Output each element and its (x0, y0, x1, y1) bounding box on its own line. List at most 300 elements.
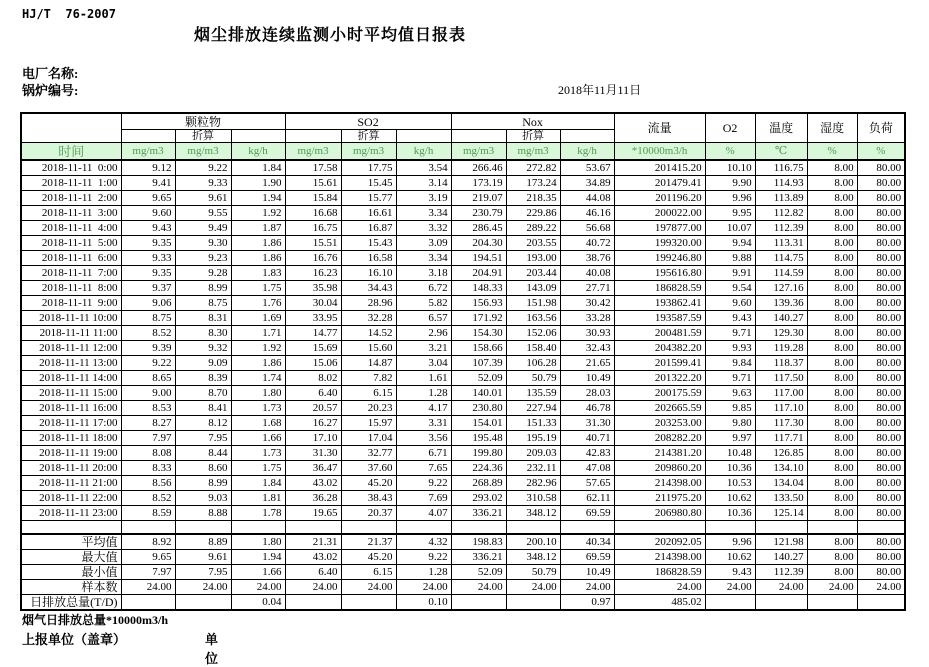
value-cell: 80.00 (857, 431, 905, 446)
value-cell: 80.00 (857, 176, 905, 191)
summary-row (21, 595, 905, 611)
value-cell: 80.00 (857, 461, 905, 476)
value-cell: 200022.00 (614, 206, 705, 221)
value-cell: 33.95 (285, 311, 341, 326)
summary-row (21, 534, 905, 550)
value-cell: 80.00 (857, 311, 905, 326)
value-cell: 156.93 (451, 296, 506, 311)
value-cell: 10.62 (705, 491, 755, 506)
value-cell: 10.49 (560, 565, 614, 580)
unit-cell: *10000m3/h (614, 143, 705, 161)
value-cell: 266.46 (451, 160, 506, 176)
value-cell (705, 595, 755, 611)
spacer-cell (285, 521, 341, 535)
value-cell: 62.11 (560, 491, 614, 506)
value-cell: 69.59 (560, 506, 614, 521)
value-cell: 336.21 (451, 506, 506, 521)
value-cell: 9.37 (121, 281, 175, 296)
value-cell: 8.00 (807, 446, 857, 461)
value-cell: 80.00 (857, 251, 905, 266)
value-cell: 9.00 (121, 386, 175, 401)
spacer-row (21, 521, 905, 535)
value-cell: 14.52 (341, 326, 396, 341)
value-cell: 8.52 (121, 491, 175, 506)
value-cell: 151.98 (506, 296, 560, 311)
value-cell: 2.96 (396, 326, 451, 341)
value-cell: 135.59 (506, 386, 560, 401)
value-cell: 15.43 (341, 236, 396, 251)
value-cell: 143.09 (506, 281, 560, 296)
value-cell: 186828.59 (614, 565, 705, 580)
value-cell: 6.57 (396, 311, 451, 326)
value-cell: 33.28 (560, 311, 614, 326)
value-cell: 14.87 (341, 356, 396, 371)
value-cell: 1.71 (231, 326, 285, 341)
value-cell (451, 595, 506, 611)
value-cell: 10.53 (705, 476, 755, 491)
value-cell: 9.94 (705, 236, 755, 251)
value-cell: 28.03 (560, 386, 614, 401)
value-cell: 16.58 (341, 251, 396, 266)
value-cell: 10.62 (705, 550, 755, 565)
value-cell: 200481.59 (614, 326, 705, 341)
value-cell: 9.96 (705, 191, 755, 206)
value-cell: 16.68 (285, 206, 341, 221)
table-row (21, 446, 905, 461)
value-cell: 1.80 (231, 386, 285, 401)
value-cell: 44.08 (560, 191, 614, 206)
unit-cell: mg/m3 (121, 143, 175, 161)
spacer-cell (231, 521, 285, 535)
hourly-rows (21, 160, 905, 521)
value-cell: 32.28 (341, 311, 396, 326)
value-cell: 24.00 (614, 580, 705, 595)
unit-cell: mg/m3 (285, 143, 341, 161)
value-cell: 173.19 (451, 176, 506, 191)
value-cell: 9.54 (705, 281, 755, 296)
time-cell: 2018-11-11 21:00 (21, 476, 121, 491)
value-cell: 8.02 (285, 371, 341, 386)
value-cell: 8.00 (807, 386, 857, 401)
value-cell: 3.19 (396, 191, 451, 206)
value-cell: 9.12 (121, 160, 175, 176)
value-cell: 9.03 (175, 491, 231, 506)
value-cell: 117.50 (755, 371, 807, 386)
table-row (21, 416, 905, 431)
value-cell: 310.58 (506, 491, 560, 506)
table-row (21, 311, 905, 326)
value-cell: 5.82 (396, 296, 451, 311)
value-cell: 227.94 (506, 401, 560, 416)
value-cell: 8.53 (121, 401, 175, 416)
unit-cell: kg/h (560, 143, 614, 161)
value-cell: 42.83 (560, 446, 614, 461)
table-row (21, 206, 905, 221)
value-cell: 8.00 (807, 461, 857, 476)
value-cell: 16.61 (341, 206, 396, 221)
spacer-cell (857, 521, 905, 535)
value-cell: 17.04 (341, 431, 396, 446)
value-cell: 114.75 (755, 251, 807, 266)
subheader-blank (121, 130, 175, 143)
value-cell: 203253.00 (614, 416, 705, 431)
subheader-blank (560, 130, 614, 143)
value-cell: 15.51 (285, 236, 341, 251)
value-cell: 80.00 (857, 221, 905, 236)
summary-label: 最大值 (21, 550, 121, 565)
value-cell: 202092.05 (614, 534, 705, 550)
time-cell: 2018-11-11 23:00 (21, 506, 121, 521)
value-cell: 126.85 (755, 446, 807, 461)
value-cell: 3.18 (396, 266, 451, 281)
value-cell: 1.81 (231, 491, 285, 506)
value-cell: 21.37 (341, 534, 396, 550)
value-cell: 80.00 (857, 281, 905, 296)
value-cell: 9.35 (121, 266, 175, 281)
value-cell: 158.66 (451, 341, 506, 356)
unit-cell: mg/m3 (341, 143, 396, 161)
value-cell: 24.00 (857, 580, 905, 595)
value-cell (857, 595, 905, 611)
group-o2: O2 (705, 113, 755, 143)
value-cell: 0.04 (231, 595, 285, 611)
value-cell: 8.00 (807, 266, 857, 281)
value-cell: 121.98 (755, 534, 807, 550)
value-cell: 30.04 (285, 296, 341, 311)
value-cell: 8.00 (807, 236, 857, 251)
value-cell: 9.22 (121, 356, 175, 371)
value-cell: 24.00 (175, 580, 231, 595)
value-cell: 8.00 (807, 416, 857, 431)
value-cell: 9.28 (175, 266, 231, 281)
value-cell: 9.71 (705, 371, 755, 386)
value-cell: 1.28 (396, 565, 451, 580)
value-cell: 1.68 (231, 416, 285, 431)
table-row (21, 176, 905, 191)
value-cell: 7.82 (341, 371, 396, 386)
spacer-cell (175, 521, 231, 535)
table-row (21, 371, 905, 386)
value-cell: 35.98 (285, 281, 341, 296)
value-cell: 45.20 (341, 550, 396, 565)
value-cell: 16.27 (285, 416, 341, 431)
value-cell: 4.32 (396, 534, 451, 550)
value-cell: 1.75 (231, 461, 285, 476)
value-cell: 8.00 (807, 326, 857, 341)
value-cell: 40.08 (560, 266, 614, 281)
value-cell: 9.33 (175, 176, 231, 191)
table-row (21, 506, 905, 521)
spacer-cell (341, 521, 396, 535)
value-cell: 36.28 (285, 491, 341, 506)
summary-label: 平均值 (21, 534, 121, 550)
value-cell: 114.59 (755, 266, 807, 281)
time-cell: 2018-11-11 6:00 (21, 251, 121, 266)
value-cell: 1.76 (231, 296, 285, 311)
value-cell: 9.09 (175, 356, 231, 371)
value-cell: 1.84 (231, 160, 285, 176)
value-cell: 9.33 (121, 251, 175, 266)
subheader-blank (285, 130, 341, 143)
value-cell: 16.87 (341, 221, 396, 236)
value-cell: 15.61 (285, 176, 341, 191)
value-cell: 118.37 (755, 356, 807, 371)
value-cell: 289.22 (506, 221, 560, 236)
value-cell: 129.30 (755, 326, 807, 341)
value-cell: 3.54 (396, 160, 451, 176)
value-cell: 1.66 (231, 431, 285, 446)
value-cell: 37.60 (341, 461, 396, 476)
summary-row (21, 550, 905, 565)
value-cell: 158.40 (506, 341, 560, 356)
summary-label: 样本数 (21, 580, 121, 595)
value-cell: 193.00 (506, 251, 560, 266)
value-cell: 9.22 (396, 550, 451, 565)
emissions-table (20, 112, 906, 611)
corner-cell (21, 113, 121, 143)
spacer-cell (705, 521, 755, 535)
value-cell: 20.37 (341, 506, 396, 521)
table-row (21, 386, 905, 401)
value-cell: 9.32 (175, 341, 231, 356)
value-cell: 52.09 (451, 565, 506, 580)
spacer-cell (614, 521, 705, 535)
time-cell: 2018-11-11 7:00 (21, 266, 121, 281)
unit-cell: % (857, 143, 905, 161)
value-cell: 201196.20 (614, 191, 705, 206)
value-cell: 1.78 (231, 506, 285, 521)
value-cell: 3.21 (396, 341, 451, 356)
value-cell: 24.00 (560, 580, 614, 595)
value-cell: 113.31 (755, 236, 807, 251)
units-row (21, 143, 905, 161)
time-cell: 2018-11-11 2:00 (21, 191, 121, 206)
value-cell: 7.95 (175, 431, 231, 446)
subheader-blank (231, 130, 285, 143)
value-cell: 485.02 (614, 595, 705, 611)
table-row (21, 341, 905, 356)
value-cell: 195616.80 (614, 266, 705, 281)
value-cell: 199.80 (451, 446, 506, 461)
value-cell: 38.43 (341, 491, 396, 506)
value-cell: 140.01 (451, 386, 506, 401)
value-cell: 3.09 (396, 236, 451, 251)
value-cell: 6.15 (341, 565, 396, 580)
value-cell: 80.00 (857, 416, 905, 431)
value-cell: 8.00 (807, 296, 857, 311)
group-nox: Nox (451, 113, 614, 130)
value-cell: 9.22 (396, 476, 451, 491)
value-cell: 69.59 (560, 550, 614, 565)
value-cell: 8.99 (175, 476, 231, 491)
value-cell: 201479.41 (614, 176, 705, 191)
value-cell: 1.73 (231, 401, 285, 416)
value-cell: 24.00 (506, 580, 560, 595)
value-cell: 30.42 (560, 296, 614, 311)
value-cell: 6.15 (341, 386, 396, 401)
value-cell: 211975.20 (614, 491, 705, 506)
spacer-cell (560, 521, 614, 535)
value-cell: 80.00 (857, 266, 905, 281)
value-cell: 8.00 (807, 371, 857, 386)
time-cell: 2018-11-11 11:00 (21, 326, 121, 341)
value-cell: 139.36 (755, 296, 807, 311)
value-cell: 230.79 (451, 206, 506, 221)
value-cell: 10.36 (705, 506, 755, 521)
value-cell: 17.10 (285, 431, 341, 446)
time-cell: 2018-11-11 13:00 (21, 356, 121, 371)
unit-cell: kg/h (396, 143, 451, 161)
time-cell: 2018-11-11 17:00 (21, 416, 121, 431)
value-cell: 9.43 (121, 221, 175, 236)
value-cell: 9.91 (705, 266, 755, 281)
value-cell: 8.41 (175, 401, 231, 416)
value-cell: 57.65 (560, 476, 614, 491)
value-cell: 8.08 (121, 446, 175, 461)
value-cell: 1.80 (231, 534, 285, 550)
time-cell: 2018-11-11 4:00 (21, 221, 121, 236)
value-cell: 8.44 (175, 446, 231, 461)
value-cell: 9.06 (121, 296, 175, 311)
time-cell: 2018-11-11 0:00 (21, 160, 121, 176)
value-cell: 8.00 (807, 401, 857, 416)
value-cell: 30.93 (560, 326, 614, 341)
value-cell: 19.65 (285, 506, 341, 521)
value-cell: 117.30 (755, 416, 807, 431)
value-cell: 15.84 (285, 191, 341, 206)
value-cell: 21.31 (285, 534, 341, 550)
value-cell: 9.43 (705, 565, 755, 580)
value-cell: 47.08 (560, 461, 614, 476)
unit-cell: mg/m3 (175, 143, 231, 161)
value-cell: 21.65 (560, 356, 614, 371)
value-cell: 1.75 (231, 281, 285, 296)
value-cell: 200.10 (506, 534, 560, 550)
value-cell: 53.67 (560, 160, 614, 176)
unit-cell: ℃ (755, 143, 807, 161)
table-row (21, 221, 905, 236)
value-cell: 1.61 (396, 371, 451, 386)
value-cell: 9.63 (705, 386, 755, 401)
value-cell: 113.89 (755, 191, 807, 206)
table-row (21, 476, 905, 491)
value-cell: 209860.20 (614, 461, 705, 476)
value-cell: 46.16 (560, 206, 614, 221)
value-cell: 194.51 (451, 251, 506, 266)
value-cell: 24.00 (231, 580, 285, 595)
group-humidity: 湿度 (807, 113, 857, 143)
value-cell: 1.92 (231, 341, 285, 356)
value-cell: 9.41 (121, 176, 175, 191)
value-cell: 1.84 (231, 476, 285, 491)
value-cell: 9.61 (175, 191, 231, 206)
table-row (21, 431, 905, 446)
table-row (21, 281, 905, 296)
value-cell: 200175.59 (614, 386, 705, 401)
value-cell: 348.12 (506, 506, 560, 521)
value-cell: 8.00 (807, 251, 857, 266)
value-cell: 7.69 (396, 491, 451, 506)
summary-row (21, 565, 905, 580)
value-cell: 116.75 (755, 160, 807, 176)
value-cell: 24.00 (755, 580, 807, 595)
table-row (21, 266, 905, 281)
value-cell: 107.39 (451, 356, 506, 371)
value-cell: 336.21 (451, 550, 506, 565)
value-cell: 32.77 (341, 446, 396, 461)
value-cell: 186828.59 (614, 281, 705, 296)
value-cell: 232.11 (506, 461, 560, 476)
summary-rows (21, 521, 905, 611)
value-cell: 8.12 (175, 416, 231, 431)
value-cell: 10.49 (560, 371, 614, 386)
time-cell: 2018-11-11 8:00 (21, 281, 121, 296)
plant-name-label: 电厂名称: (22, 66, 79, 81)
value-cell: 219.07 (451, 191, 506, 206)
value-cell: 9.55 (175, 206, 231, 221)
time-cell: 2018-11-11 9:00 (21, 296, 121, 311)
value-cell: 1.86 (231, 236, 285, 251)
value-cell: 6.40 (285, 386, 341, 401)
value-cell: 9.60 (121, 206, 175, 221)
value-cell: 16.75 (285, 221, 341, 236)
value-cell: 8.33 (121, 461, 175, 476)
value-cell: 20.57 (285, 401, 341, 416)
value-cell: 80.00 (857, 534, 905, 550)
table-row (21, 326, 905, 341)
value-cell: 17.58 (285, 160, 341, 176)
value-cell: 16.23 (285, 266, 341, 281)
value-cell: 198.83 (451, 534, 506, 550)
group-flow: 流量 (614, 113, 705, 143)
table-row (21, 296, 905, 311)
spacer-cell (21, 521, 121, 535)
value-cell: 32.43 (560, 341, 614, 356)
value-cell: 8.00 (807, 431, 857, 446)
value-cell: 163.56 (506, 311, 560, 326)
value-cell: 9.84 (705, 356, 755, 371)
value-cell: 36.47 (285, 461, 341, 476)
group-load: 负荷 (857, 113, 905, 143)
spacer-cell (121, 521, 175, 535)
value-cell: 50.79 (506, 371, 560, 386)
value-cell: 117.10 (755, 401, 807, 416)
subheader-converted-nox: 折算 (506, 130, 560, 143)
value-cell: 230.80 (451, 401, 506, 416)
page-title: 烟尘排放连续监测小时平均值日报表 (193, 27, 466, 44)
value-cell: 114.93 (755, 176, 807, 191)
value-cell: 117.71 (755, 431, 807, 446)
value-cell: 208282.20 (614, 431, 705, 446)
value-cell: 9.35 (121, 236, 175, 251)
value-cell: 214381.20 (614, 446, 705, 461)
value-cell: 148.33 (451, 281, 506, 296)
value-cell: 4.17 (396, 401, 451, 416)
value-cell: 9.95 (705, 206, 755, 221)
value-cell: 10.10 (705, 160, 755, 176)
spacer-cell (451, 521, 506, 535)
value-cell: 43.02 (285, 476, 341, 491)
summary-row (21, 580, 905, 595)
value-cell: 6.71 (396, 446, 451, 461)
value-cell: 80.00 (857, 491, 905, 506)
value-cell: 8.00 (807, 176, 857, 191)
value-cell: 8.00 (807, 476, 857, 491)
value-cell: 80.00 (857, 565, 905, 580)
value-cell: 80.00 (857, 550, 905, 565)
value-cell: 0.97 (560, 595, 614, 611)
value-cell: 1.73 (231, 446, 285, 461)
